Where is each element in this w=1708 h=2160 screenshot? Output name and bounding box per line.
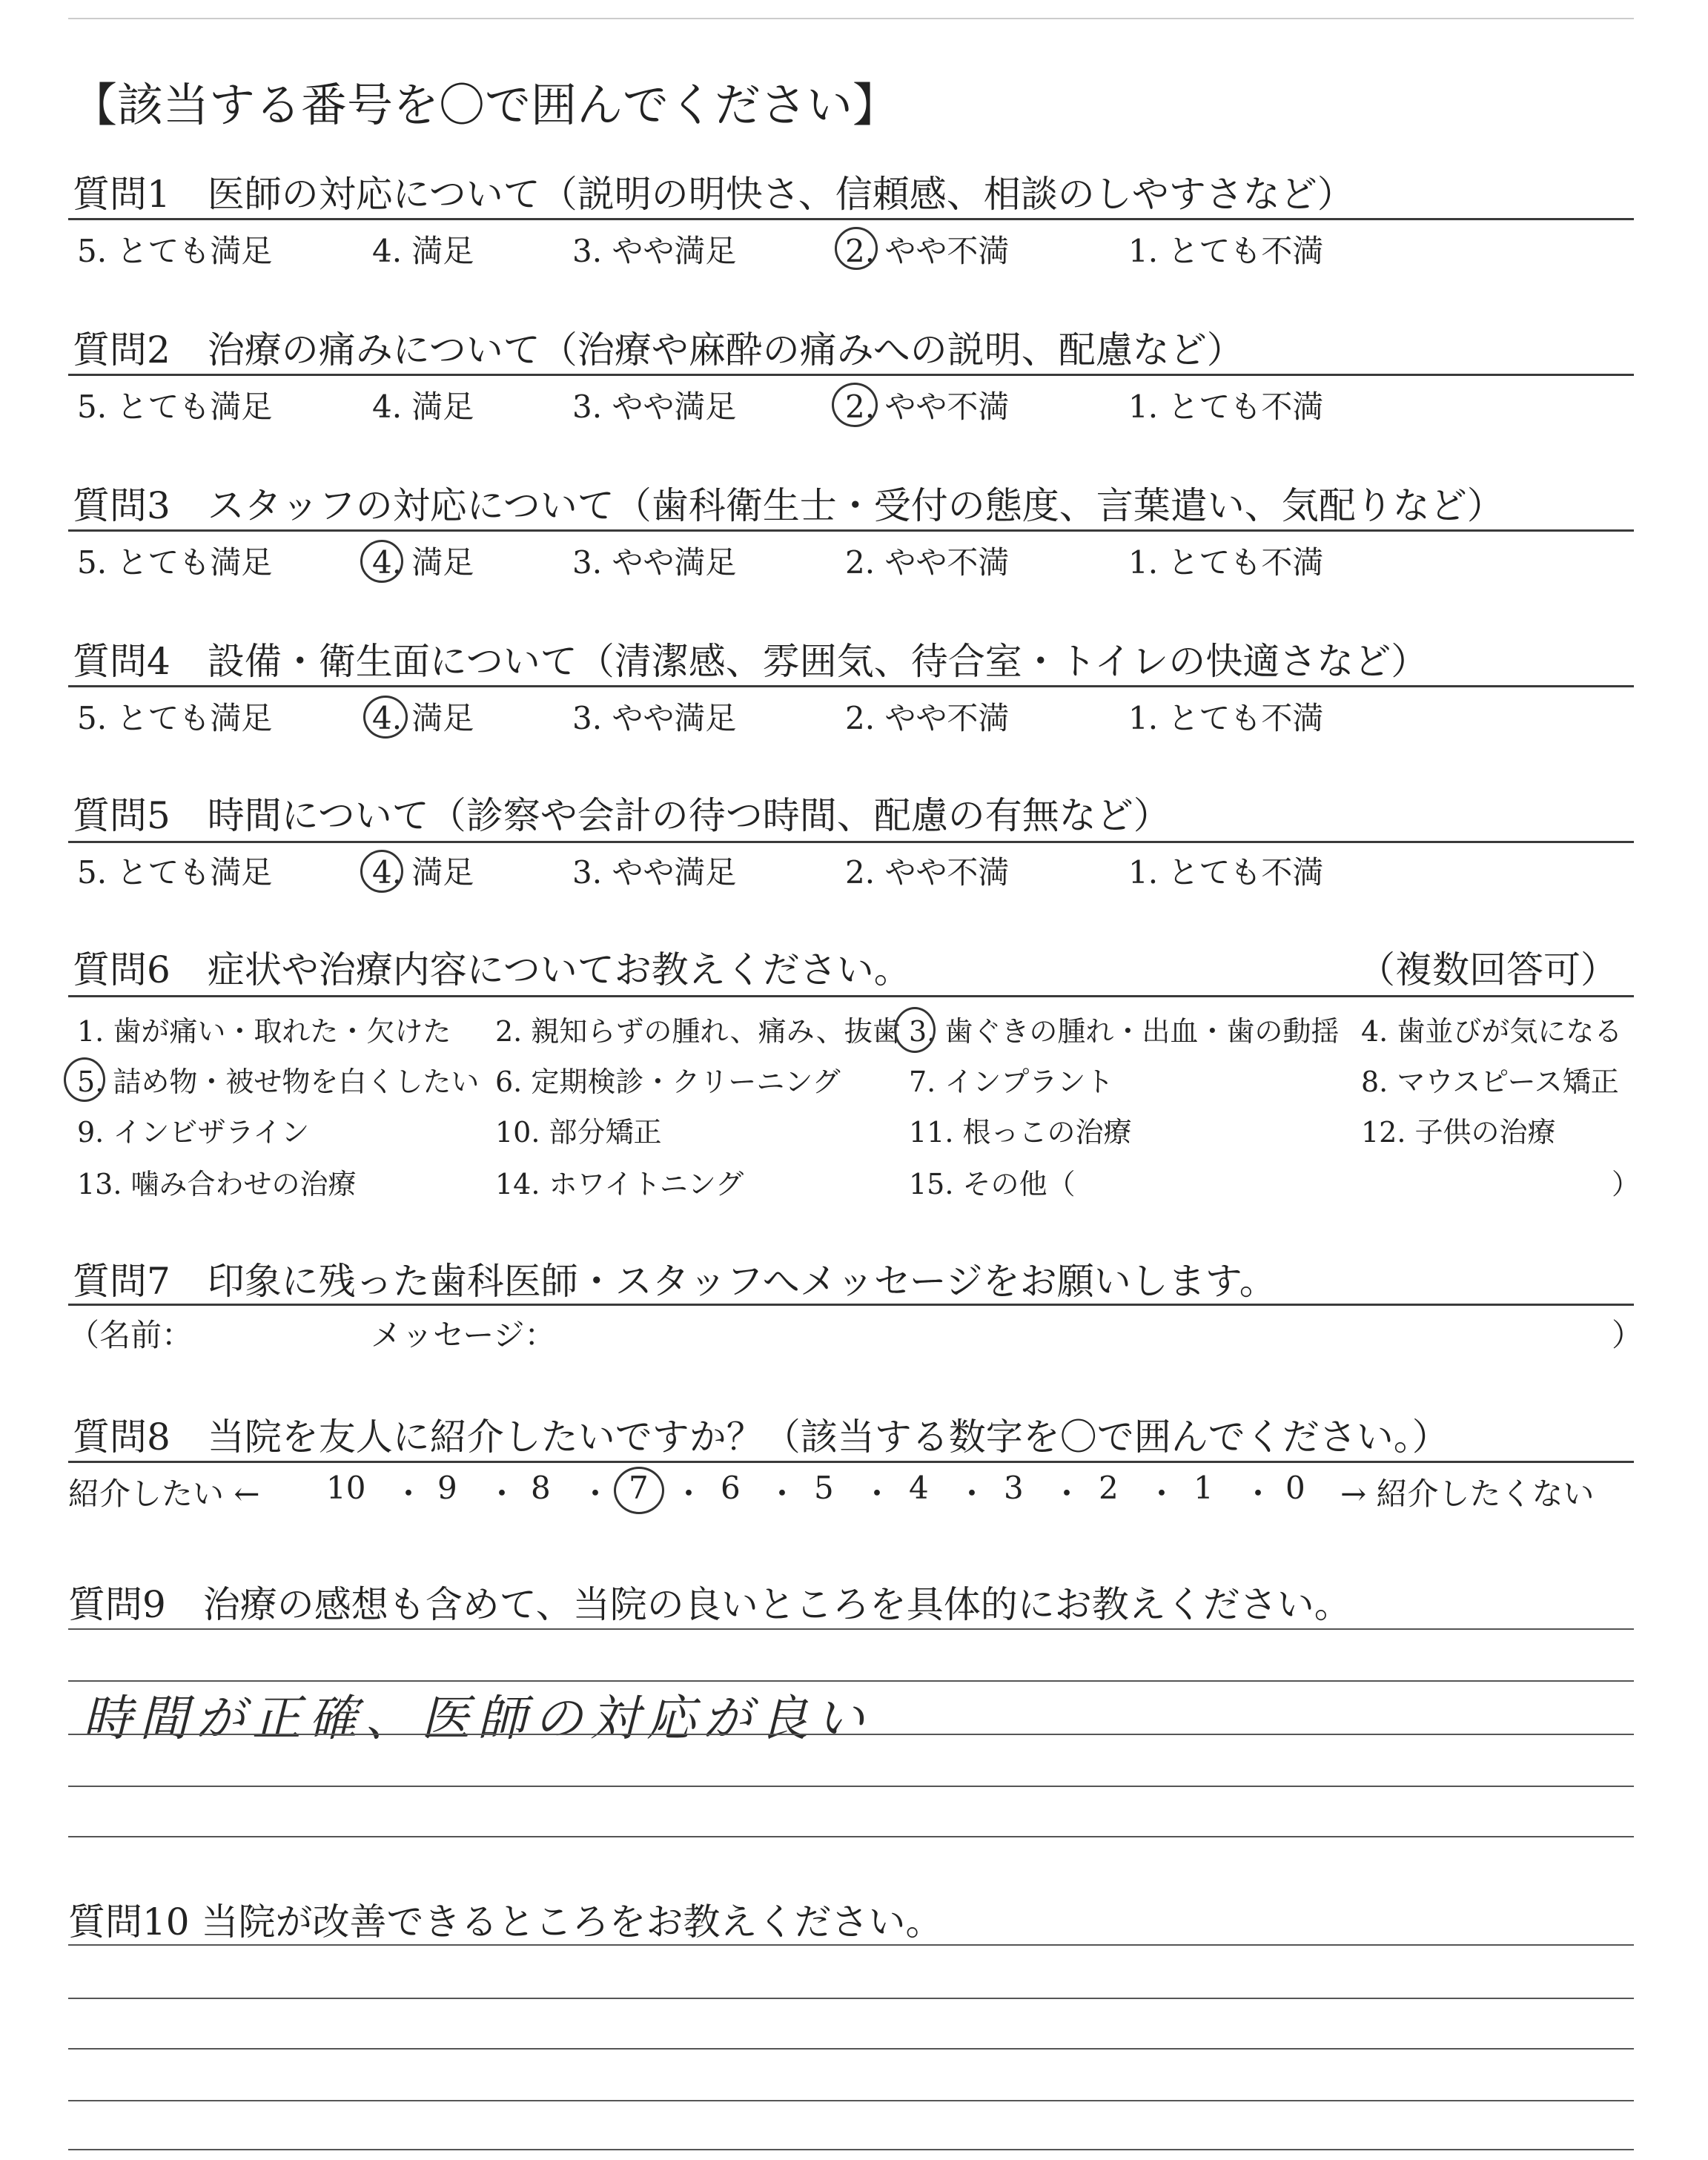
q9-writing-line-1 xyxy=(68,1628,1634,1630)
q2-option-2[interactable]: 2. やや不満 xyxy=(845,389,1010,425)
question-4-label: 質問4 設備・衛生面について（清潔感、雰囲気、待合室・トイレの快適さなど） xyxy=(73,640,1429,683)
q2-selected-circle xyxy=(832,383,878,427)
q8-scale-6[interactable]: 6 xyxy=(721,1470,741,1506)
q5-option-5[interactable]: 5. とても満足 xyxy=(77,854,273,891)
question-5-rule xyxy=(68,841,1634,843)
q5-option-2[interactable]: 2. やや不満 xyxy=(845,854,1010,891)
q8-dot: ・ xyxy=(861,1476,893,1512)
question-8-label: 質問8 当院を友人に紹介したいですか？（該当する数字を〇で囲んでください。） xyxy=(73,1416,1449,1459)
q8-scale-3[interactable]: 3 xyxy=(1004,1470,1024,1506)
q6-item-4[interactable]: 4. 歯並びが気になる xyxy=(1361,1015,1623,1048)
q8-scale-5[interactable]: 5 xyxy=(814,1470,834,1506)
q8-dot: ・ xyxy=(486,1476,518,1512)
q5-option-4[interactable]: 4. 満足 xyxy=(372,854,474,891)
q8-selected-circle xyxy=(614,1467,664,1514)
q3-option-3[interactable]: 3. やや満足 xyxy=(572,544,737,581)
question-1-label: 質問1 医師の対応について（説明の明快さ、信頼感、相談のしやすさなど） xyxy=(73,173,1354,216)
q7-close-paren: ） xyxy=(1612,1317,1644,1353)
q8-scale-7[interactable]: 7 xyxy=(629,1470,649,1506)
q3-option-1[interactable]: 1. とても不満 xyxy=(1128,544,1324,581)
question-7-label: 質問7 印象に残った歯科医師・スタッフへメッセージをお願いします。 xyxy=(73,1260,1277,1303)
q4-option-5[interactable]: 5. とても満足 xyxy=(77,700,273,736)
q3-option-4[interactable]: 4. 満足 xyxy=(372,544,474,581)
question-3-rule xyxy=(68,529,1634,532)
q9-writing-line-5 xyxy=(68,1836,1634,1837)
q10-writing-line-3 xyxy=(68,2048,1634,2050)
q3-option-2[interactable]: 2. やや不満 xyxy=(845,544,1010,581)
question-6-rule xyxy=(68,995,1634,997)
question-10-label: 質問10 当院が改善できるところをお教えください。 xyxy=(68,1900,943,1943)
question-2-rule xyxy=(68,374,1634,376)
q8-dot: ・ xyxy=(1146,1476,1178,1512)
q8-left-label: 紹介したい ← xyxy=(68,1476,260,1512)
question-5-label: 質問5 時間について（診察や会計の待つ時間、配慮の有無など） xyxy=(73,794,1171,837)
q8-right-label: → 紹介したくない xyxy=(1340,1476,1595,1512)
q6-item-5[interactable]: 5. 詰め物・被せ物を白くしたい xyxy=(77,1066,480,1098)
question-8-rule xyxy=(68,1461,1634,1463)
q5-option-1[interactable]: 1. とても不満 xyxy=(1128,854,1324,891)
q10-writing-line-5 xyxy=(68,2149,1634,2150)
q8-dot: ・ xyxy=(1242,1476,1274,1512)
q1-option-2[interactable]: 2. やや不満 xyxy=(845,233,1010,269)
q8-scale-4[interactable]: 4 xyxy=(909,1470,929,1506)
q6-item-11[interactable]: 11. 根っこの治療 xyxy=(909,1116,1132,1149)
q2-option-3[interactable]: 3. やや満足 xyxy=(572,389,737,425)
q2-option-4[interactable]: 4. 満足 xyxy=(372,389,474,425)
q2-option-5[interactable]: 5. とても満足 xyxy=(77,389,273,425)
q1-option-4[interactable]: 4. 満足 xyxy=(372,233,474,269)
q1-option-1[interactable]: 1. とても不満 xyxy=(1128,233,1324,269)
question-9-label: 質問9 治療の感想も含めて、当院の良いところを具体的にお教えください。 xyxy=(68,1583,1351,1626)
q5-option-3[interactable]: 3. やや満足 xyxy=(572,854,737,891)
q7-name-label: （名前： xyxy=(68,1317,193,1353)
q6-item-14[interactable]: 14. ホワイトニング xyxy=(495,1168,744,1200)
q1-option-3[interactable]: 3. やや満足 xyxy=(572,233,737,269)
q10-writing-line-4 xyxy=(68,2100,1634,2101)
q9-writing-line-4 xyxy=(68,1786,1634,1787)
question-6-label: 質問6 症状や治療内容についてお教えください。 xyxy=(73,948,911,991)
q4-option-4[interactable]: 4. 満足 xyxy=(372,700,474,736)
page-title: 【該当する番号を〇で囲んでください】 xyxy=(71,78,899,132)
q8-dot: ・ xyxy=(1051,1476,1083,1512)
q6-item-9[interactable]: 9. インビザライン xyxy=(77,1116,310,1149)
q6-item-8[interactable]: 8. マウスピース矯正 xyxy=(1361,1066,1619,1098)
q9-handwritten-answer: 時間が正確、医師の対応が良い xyxy=(83,1690,872,1747)
q8-dot: ・ xyxy=(956,1476,988,1512)
page-top-edge xyxy=(68,18,1634,19)
q5-selected-circle xyxy=(360,850,403,893)
question-1-rule xyxy=(68,218,1634,220)
question-7-rule xyxy=(68,1304,1634,1306)
q9-writing-line-3 xyxy=(68,1734,1634,1735)
q6-selected-circle-3 xyxy=(894,1007,936,1053)
q6-item-12[interactable]: 12. 子供の治療 xyxy=(1361,1116,1556,1149)
q4-option-1[interactable]: 1. とても不満 xyxy=(1128,700,1324,736)
q6-item-13[interactable]: 13. 噛み合わせの治療 xyxy=(77,1168,357,1200)
q1-selected-circle xyxy=(835,227,878,270)
q6-item-15-close: ） xyxy=(1612,1168,1641,1200)
q6-item-2[interactable]: 2. 親知らずの腫れ、痛み、抜歯 xyxy=(495,1015,901,1048)
q8-dot: ・ xyxy=(767,1476,798,1512)
q1-option-5[interactable]: 5. とても満足 xyxy=(77,233,273,269)
q6-item-1[interactable]: 1. 歯が痛い・取れた・欠けた xyxy=(77,1015,451,1048)
q6-item-3[interactable]: 3. 歯ぐきの腫れ・出血・歯の動揺 xyxy=(909,1015,1340,1048)
question-3-label: 質問3 スタッフの対応について（歯科衛生士・受付の態度、言葉遣い、気配りなど） xyxy=(73,484,1504,527)
q8-dot: ・ xyxy=(673,1476,705,1512)
q2-option-1[interactable]: 1. とても不満 xyxy=(1128,389,1324,425)
q4-option-2[interactable]: 2. やや不満 xyxy=(845,700,1010,736)
q6-item-15[interactable]: 15. その他（ xyxy=(909,1168,1076,1200)
q3-option-5[interactable]: 5. とても満足 xyxy=(77,544,273,581)
q3-selected-circle xyxy=(360,540,403,583)
q8-scale-2[interactable]: 2 xyxy=(1099,1470,1119,1506)
q6-item-7[interactable]: 7. インプラント xyxy=(909,1066,1114,1098)
q8-scale-9[interactable]: 9 xyxy=(437,1470,457,1506)
question-2-label: 質問2 治療の痛みについて（治療や麻酔の痛みへの説明、配慮など） xyxy=(73,328,1244,371)
q6-item-6[interactable]: 6. 定期検診・クリーニング xyxy=(495,1066,841,1098)
q8-dot: ・ xyxy=(580,1476,612,1512)
q8-dot: ・ xyxy=(393,1476,425,1512)
q8-scale-1[interactable]: 1 xyxy=(1194,1470,1214,1506)
q6-selected-circle-5 xyxy=(64,1057,105,1102)
q7-message-label: メッセージ： xyxy=(371,1317,556,1353)
q6-item-10[interactable]: 10. 部分矯正 xyxy=(495,1116,662,1149)
q10-writing-line-2 xyxy=(68,1998,1634,1999)
q8-scale-8[interactable]: 8 xyxy=(531,1470,551,1506)
q10-writing-line-1 xyxy=(68,1944,1634,1946)
question-4-rule xyxy=(68,685,1634,687)
q8-scale-10[interactable]: 10 xyxy=(326,1470,366,1506)
q4-selected-circle xyxy=(363,696,408,739)
question-6-note: （複数回答可） xyxy=(1358,948,1618,991)
q8-scale-0[interactable]: 0 xyxy=(1285,1470,1305,1506)
q4-option-3[interactable]: 3. やや満足 xyxy=(572,700,737,736)
